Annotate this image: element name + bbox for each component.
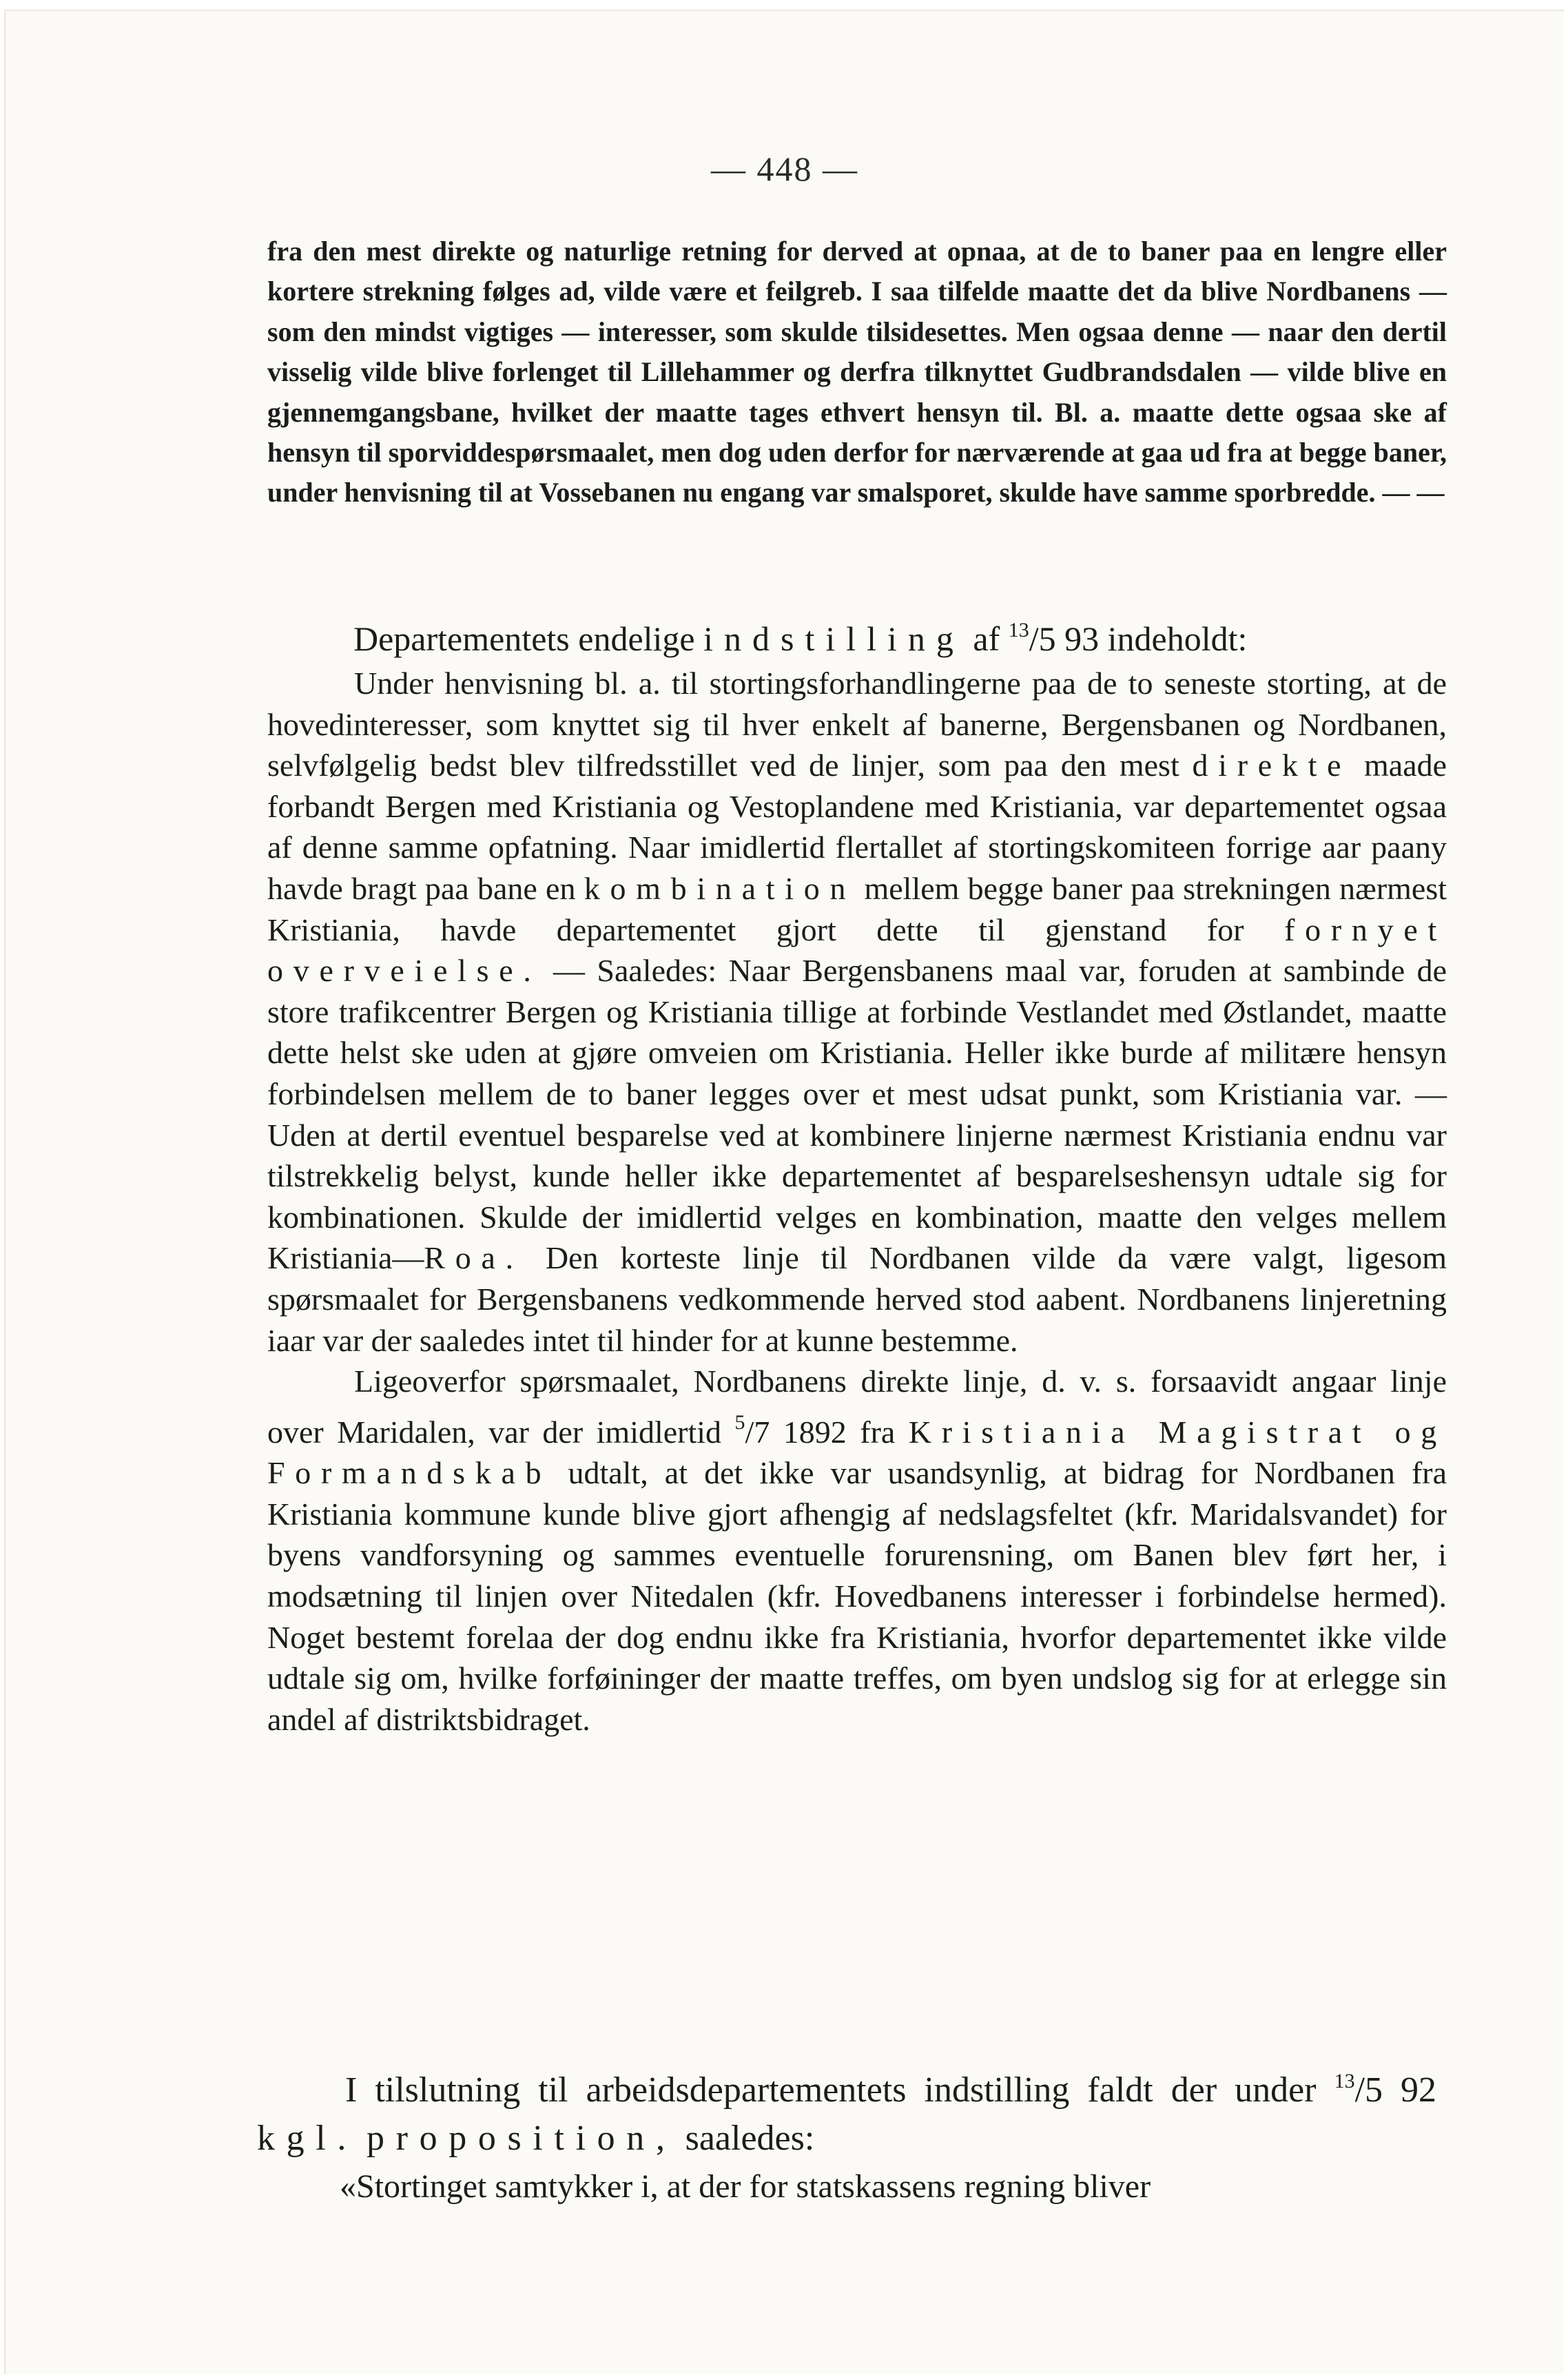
closing-date-numerator: 13 <box>1334 2070 1355 2092</box>
closing-text: I tilslutning til arbeidsdepartementets indstilling faldt der under <box>345 2070 1317 2110</box>
closing-spaced-proposition: proposition, <box>367 2119 677 2158</box>
p1-text-b: maade forbandt Bergen med Kristiania og Vestoplandene med Kristiania, var departementet ogsaa af denne samme opfatning. Naar imidlertid flertallet af stortingskomiteen forrige aar paany havde bragt paa bane en <box>267 748 1447 906</box>
closing-paragraph <box>257 2057 1436 2163</box>
heading-date-numerator: 13 <box>1008 619 1029 641</box>
heading-before: Departementets endelige <box>353 619 695 658</box>
p2-text-c: udtalt, at det ikke var usandsynlig, at bidrag for Nordbanen fra Kristiania kommune kunde blive gjort afhengig af nedslagsfeltet (kfr. Maridalsvandet) for byens vandforsyning og sammes eventuelle forurensning, om Banen blev ført her, i modsætning til linjen over Nitedalen (kfr. Hovedbanens interesser i forbindelse hermed). Noget bestemt forelaa der dog endnu ikke fra Kristiania, hvorfor departementet ikke vilde udtale sig om, hvilke forføininger der maatte treffes, om byen undslog sig for at erlegge sin andel af distriktsbidraget. <box>267 1455 1447 1737</box>
main-body <box>267 663 1447 1740</box>
p2-spaced-magistrat: Kristiania Magistrat og Formandskab <box>267 1414 1447 1491</box>
body-paragraph-2 <box>267 1361 1447 1740</box>
small-paragraph-text: fra den mest direkte og naturlige retning for derved at opnaa, at de to baner paa en lengre eller kortere strekning følges ad, vilde være et feilgreb. I saa tilfelde maatte det da blive Nordbanens — som den mindst vigtiges — interesser, som skulde tilsidesettes. Men ogsaa denne — naar den dertil visselig vilde blive forlenget til Lillehammer og derfra tilknyttet Gudbrandsdalen — vilde blive en gjennemgangsbane, hvilket der maatte tages ethvert hensyn til. Bl. a. maatte dette ogsaa ske af hensyn til sporviddespørsmaalet, men dog uden derfor for nærværende at gaa ud fra at begge baner, under henvisning til at Vossebanen nu engang var smalsporet, skulde have samme sporbredde. — — <box>267 236 1447 508</box>
p2-date-numerator: 5 <box>734 1410 745 1434</box>
closing-spaced-kgl: kgl. <box>257 2119 358 2158</box>
closing-quote: «Stortinget samtykker i, at der for statskassens regning bliver <box>340 2168 1151 2205</box>
heading-date-rest: /5 93 indeholdt: <box>1029 619 1248 658</box>
heading-af: af <box>973 619 1000 658</box>
page-number: — 448 — <box>711 150 858 188</box>
p1-spaced-direkte: direkte <box>1192 748 1352 783</box>
p2-text-b: /7 1892 fra <box>745 1414 896 1450</box>
p1-spaced-fornyet: fornyet overveielse. <box>267 912 1447 989</box>
heading-spaced-word: indstilling <box>703 619 964 658</box>
closing-saaledes: saaledes: <box>685 2119 815 2158</box>
closing-section <box>257 2057 1436 2211</box>
continued-paragraph <box>267 231 1447 513</box>
p1-spaced-kombination: kombination <box>584 870 856 906</box>
document-page <box>4 10 1564 2374</box>
body-paragraph-1 <box>267 663 1447 1361</box>
p1-text-e: Den korteste linje til Nordbanen vilde da være valgt, ligesom spørsmaalet for Bergensbanens vedkommende herved stod aabent. Nordbanens linjeretning iaar var der saaledes intet til hinder for at kunne bestemme. <box>267 1240 1447 1358</box>
section-heading <box>353 608 1456 661</box>
closing-date-rest: /5 92 <box>1354 2070 1437 2110</box>
p1-text-a: Under henvisning bl. a. til stortingsforhandlingerne paa de to seneste storting, at de hovedinteresser, som knyttet sig til hver enkelt af banerne, Bergensbanen og Nordbanen, selvfølgelig bedst blev tilfredsstillet ved de linjer, som paa den mest <box>267 666 1447 783</box>
p2-text-a: Ligeoverfor spørsmaalet, Nordbanens direkte linje, d. v. s. forsaavidt angaar linje over Maridalen, var der imidlertid <box>267 1364 1447 1450</box>
p1-text-c: mellem begge baner paa strekningen nærmest Kristiania, havde departementet gjort dette til gjenstand for <box>267 870 1447 947</box>
p1-text-d: — Saaledes: Naar Bergensbanens maal var, foruden at sambinde de store trafikcentrer Bergen og Kristiania tillige at forbinde Vestlandet med Østlandet, maatte dette helst ske uden at gjøre omveien om Kristiania. Heller ikke burde af militære hensyn forbindelsen mellem de to baner legges over et mest udsat punkt, som Kristiania var. — Uden at dertil eventuel besparelse ved at kombinere linjerne nærmest Kristiania endnu var tilstrekkelig belyst, kunde heller ikke departementet af besparelseshensyn udtale sig for kombinationen. Skulde der imidlertid velges en kombination, maatte den velges mellem Kristiania— <box>267 953 1447 1276</box>
p1-spaced-roa: Roa. <box>424 1240 524 1276</box>
